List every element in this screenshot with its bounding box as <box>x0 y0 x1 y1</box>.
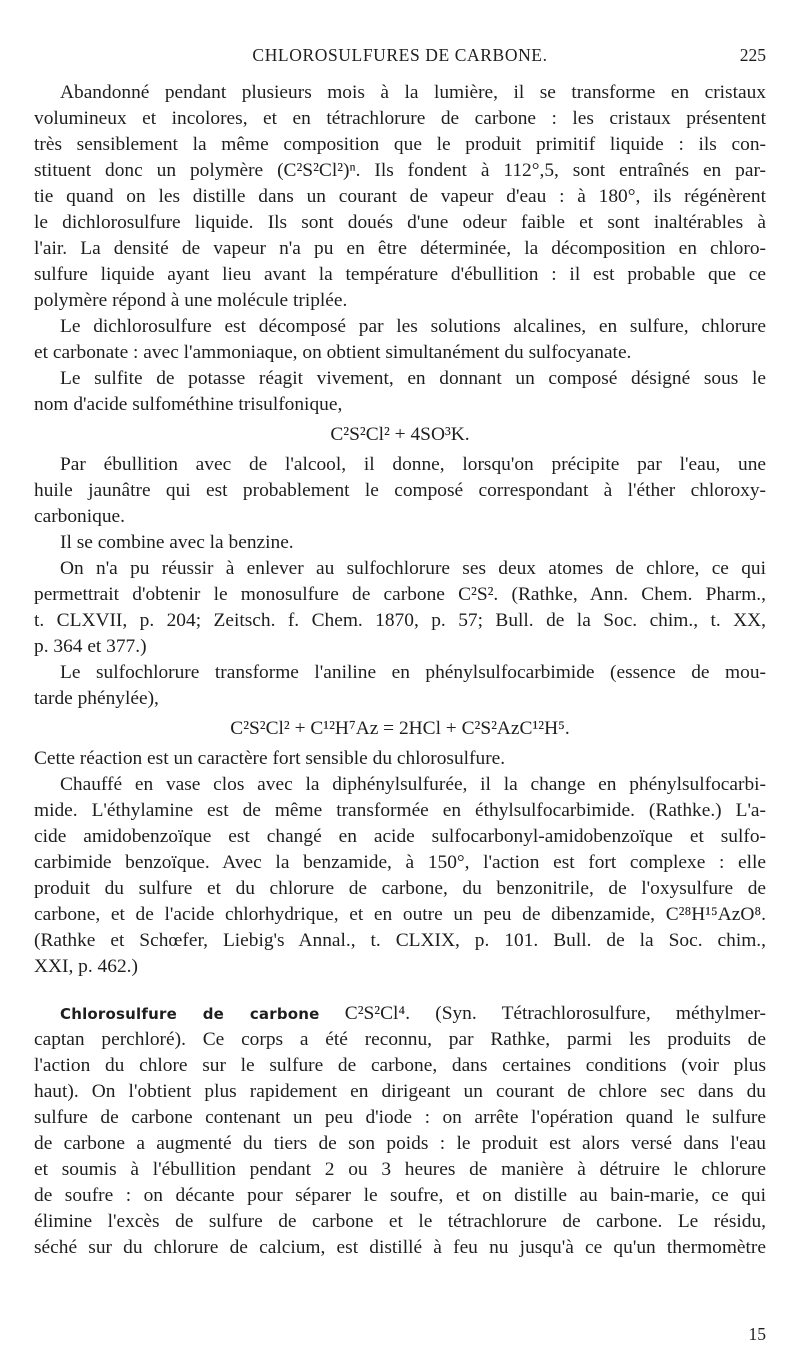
text-line: cide amidobenzoïque est changé en acide sulfocarbonyl-amidobenzoïque et sulfo- <box>34 826 766 847</box>
text-line: et carbonate : avec l'ammoniaque, on obtient simultanément du sulfocyanate. <box>34 342 632 363</box>
text-line: nom d'acide sulfométhine trisulfonique, <box>34 394 343 415</box>
text-line: tie quand on les distille dans un courant de vapeur d'eau : à 180°, ils régénèrent <box>34 186 766 207</box>
text-line: Chauffé en vase clos avec la diphénylsulfurée, il la change en phénylsulfocarbi- <box>60 774 766 795</box>
paragraph <box>34 746 766 772</box>
text-line: carbonique. <box>34 506 125 527</box>
text-line: élimine l'excès de sulfure de carbone et le tétrachlorure de carbone. Le résidu, <box>34 1211 766 1232</box>
running-head <box>34 40 766 70</box>
section-gap <box>34 980 766 1001</box>
text-line: carbimide benzoïque. Avec la benzamide, à 150°, l'action est fort complexe : elle <box>34 852 766 873</box>
page-number: 225 <box>739 45 766 65</box>
text-line: l'air. La densité de vapeur n'a pu en être déterminée, la décomposition en chloro- <box>34 238 766 259</box>
text-line: de soufre : on décante pour séparer le soufre, et on distille au bain-marie, ce qui <box>34 1185 766 1206</box>
text-line: stituent donc un polymère (C²S²Cl²)ⁿ. Ils fondent à 112°,5, sont entraînés en par- <box>34 160 766 181</box>
text-line: Le sulfite de potasse réagit vivement, en donnant un composé désigné sous le <box>60 368 766 389</box>
text-line: Le sulfochlorure transforme l'aniline en phénylsulfocarbimide (essence de mou- <box>60 662 766 683</box>
body-text <box>34 80 766 1261</box>
text-line: Abandonné pendant plusieurs mois à la lumière, il se transforme en cristaux <box>60 82 766 103</box>
text-line: le dichlorosulfure liquide. Ils sont doués d'une odeur faible et sont inaltérables à <box>34 212 766 233</box>
text-line: haut). On l'obtient plus rapidement en dirigeant un courant de chlore sec dans du <box>34 1081 766 1102</box>
text-line: l'action du chlore sur le sulfure de carbone, dans certaines conditions (voir plus <box>34 1055 766 1076</box>
text-line: (Rathke et Schœfer, Liebig's Annal., t. CLXIX, p. 101. Bull. de la Soc. chim., <box>34 930 766 951</box>
text-line: tarde phénylée), <box>34 688 159 709</box>
section-heading: Chlorosulfure de carbone <box>60 1005 320 1023</box>
paragraph <box>34 314 766 366</box>
text-line: Cette réaction est un caractère fort sensible du chlorosulfure. <box>34 748 506 769</box>
text-line: Il se combine avec la benzine. <box>60 532 294 553</box>
running-title: CHLOROSULFURES DE CARBONE. <box>252 45 548 65</box>
chemical-equation: C²S²Cl² + C¹²H⁷Az = 2HCl + C²S²AzC¹²H⁵. <box>230 718 570 739</box>
text-line: p. 364 et 377.) <box>34 636 147 657</box>
text-line: t. CLXVII, p. 204; Zeitsch. f. Chem. 1870, p. 57; Bull. de la Soc. chim., t. XX, <box>34 610 766 631</box>
paragraph <box>34 660 766 712</box>
paragraph <box>34 452 766 530</box>
paragraph <box>34 80 766 314</box>
text-line: Le dichlorosulfure est décomposé par les solutions alcalines, en sulfure, chlorure <box>60 316 766 337</box>
text-line: et soumis à l'ébullition pendant 2 ou 3 heures de manière à détruire le chlorure <box>34 1159 766 1180</box>
text-line: captan perchloré). Ce corps a été reconnu, par Rathke, parmi les produits de <box>34 1029 766 1050</box>
paragraph <box>34 366 766 418</box>
text-line: volumineux et incolores, et en tétrachlorure de carbone : les cristaux présentent <box>34 108 766 129</box>
text-line: polymère répond à une molécule triplée. <box>34 290 348 311</box>
text-line: On n'a pu réussir à enlever au sulfochlorure ses deux atomes de chlore, ce qui <box>60 558 766 579</box>
section-chlorosulfure <box>34 1001 766 1261</box>
paragraph <box>34 530 766 556</box>
text-line: séché sur du chlorure de calcium, est distillé à feu nu jusqu'à ce qu'un thermomètre <box>34 1237 766 1258</box>
text-line: XXI, p. 462.) <box>34 956 138 977</box>
signature-mark: 15 <box>748 1324 766 1344</box>
text-line: produit du sulfure et du chlorure de carbone, du benzonitrile, de l'oxysulfure de <box>34 878 766 899</box>
text-line: de carbone a augmenté du tiers de son poids : le produit est alors versé dans l'eau <box>34 1133 766 1154</box>
text-line: Par ébullition avec de l'alcool, il donne, lorsqu'on précipite par l'eau, une <box>60 454 766 475</box>
paragraph <box>34 556 766 660</box>
text-line: mide. L'éthylamine est de même transformée en éthylsulfocarbimide. (Rathke.) L'a- <box>34 800 766 821</box>
text-line: sulfure liquide ayant lieu avant la température d'ébullition : il est probable que ce <box>34 264 766 285</box>
text-line: huile jaunâtre qui est probablement le composé correspondant à l'éther chloroxy- <box>34 480 766 501</box>
text-line: sulfure de carbone contenant un peu d'iode : on arrête l'opération quand le sulfure <box>34 1107 766 1128</box>
paragraph <box>34 772 766 980</box>
text-line: permettrait d'obtenir le monosulfure de carbone C²S². (Rathke, Ann. Chem. Pharm., <box>34 584 766 605</box>
chemical-formula: C²S²Cl² + 4SO³K. <box>330 424 470 445</box>
text-line: carbone, et de l'acide chlorhydrique, et en outre un peu de dibenzamide, C²⁸H¹⁵AzO⁸. <box>34 904 766 925</box>
text-line: Chlorosulfure de carbone C²S²Cl⁴. (Syn. Tétrachlorosulfure, méthylmer- <box>60 1003 766 1024</box>
text-line: très sensiblement la même composition que le produit primitif liquide : ils con- <box>34 134 766 155</box>
